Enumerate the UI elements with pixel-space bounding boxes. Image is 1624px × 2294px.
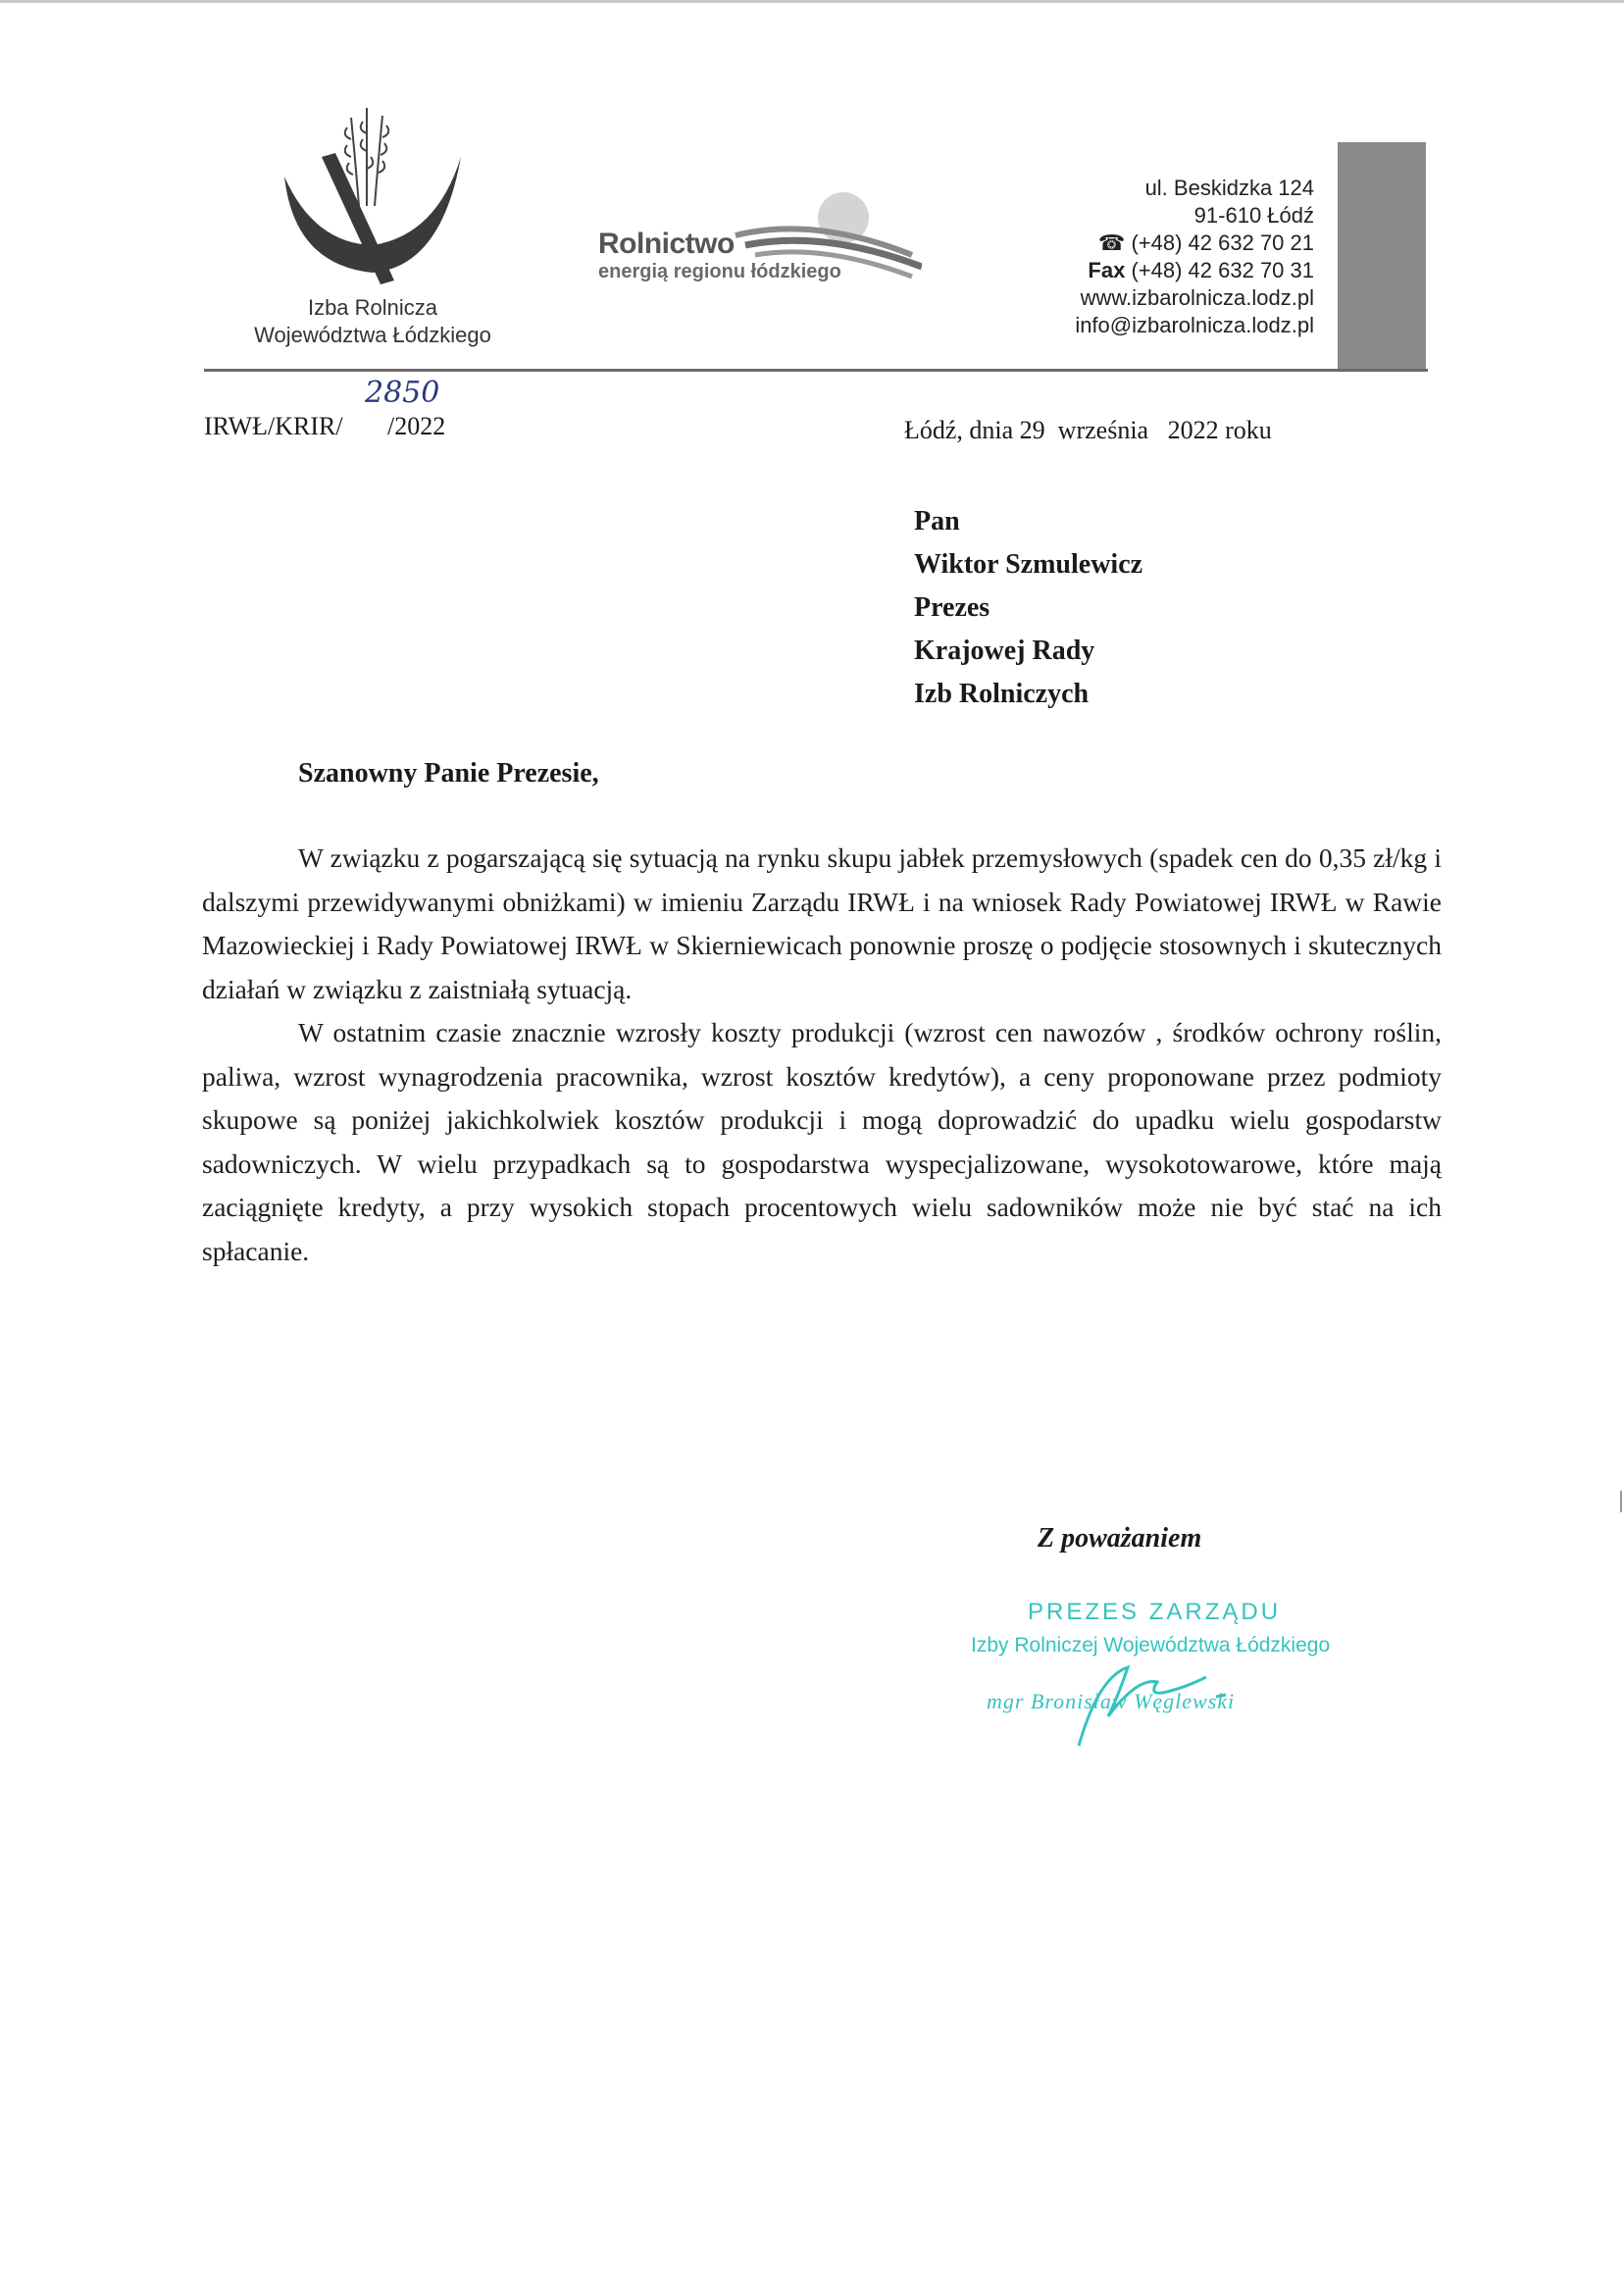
address-city: 91-610 Łódź — [1193, 203, 1314, 228]
fax-number: (+48) 42 632 70 31 — [1131, 258, 1314, 282]
addressee-line: Pan — [914, 506, 960, 536]
phone-number: (+48) 42 632 70 21 — [1131, 230, 1314, 255]
scan-top-edge — [0, 0, 1624, 3]
phone-icon: ☎ — [1097, 230, 1126, 255]
rolnictwo-title: Rolnictwo — [598, 228, 735, 260]
address-street: ul. Beskidzka 124 — [1144, 176, 1314, 200]
body-paragraph-2: W ostatnim czasie znacznie wzrosły koszty produkcji (wzrost cen nawozów , środków ochrony roślin, paliwa, wzrost wynagrodzenia pracownika, wzrost kosztów kredytów), a ceny proponowane przez podmioty skupowe są poniżej jakichkolwiek kosztów produkcji i mogą doprowadzić do upadku wielu gospodarstw sadowniczych. W wielu przypadkach są to gospodarstwa wyspecjalizowane, wysokotowarowe, które mają zaciągnięte kredyty, a przy wysokich stopach procentowych wielu sadowników może nie być stać na ich spłacanie. — [202, 1017, 1442, 1266]
signature — [1059, 1638, 1255, 1756]
body-paragraph-1: W związku z pogarszającą się sytuacją na rynku skupu jabłek przemysłowych (spadek cen do 0,35 zł/kg i dalszymi przewidywanymi obniżkami) w imieniu Zarządu IRWŁ i na wniosek Rady Powiatowej IRWŁ w Rawie Mazowieckiej i Rady Powiatowej IRWŁ w Skierniewicach ponownie proszę o podjęcie stosownych i skutecznych działań w związku z zaistniałą sytuacją. — [202, 842, 1442, 1004]
org-name-line2: Województwa Łódzkiego — [254, 323, 491, 347]
addressee-line: Krajowej Rady — [914, 636, 1095, 666]
header-rule — [204, 369, 1428, 372]
addressee-line: Wiktor Szmulewicz — [914, 549, 1143, 580]
stamp-title: PREZES ZARZĄDU — [1028, 1599, 1282, 1625]
date-line: Łódź, dnia 29 września 2022 roku — [904, 416, 1272, 444]
org-name-line1: Izba Rolnicza — [307, 295, 438, 320]
org-name — [226, 294, 520, 349]
email: info@izbarolnicza.lodz.pl — [1075, 313, 1314, 337]
rolnictwo-logo — [598, 186, 922, 294]
header-grey-block — [1338, 142, 1426, 370]
closing: Z poważaniem — [1038, 1523, 1202, 1554]
handwritten-reference-number: 2850 — [365, 376, 440, 410]
official-stamp — [961, 1599, 1353, 1756]
rolnictwo-subtitle: energią regionu łódzkiego — [598, 261, 841, 282]
phone-line — [941, 229, 1314, 257]
stamp-name: mgr Bronisław Węglewski — [987, 1689, 1236, 1713]
fax-label: Fax — [1088, 258, 1126, 282]
reference-number: IRWŁ/KRIR/ /2022 — [204, 412, 446, 440]
addressee-line: Prezes — [914, 592, 990, 623]
fax-line — [941, 257, 1314, 284]
addressee-line: Izb Rolniczych — [914, 679, 1090, 709]
contact-block — [941, 175, 1314, 339]
salutation: Szanowny Panie Prezesie, — [298, 758, 599, 789]
scan-edge-mark — [1620, 1491, 1622, 1512]
letter-body — [202, 837, 1442, 1273]
addressee-block — [914, 500, 1142, 716]
stamp-organization: Izby Rolniczej Województwa Łódzkiego — [971, 1634, 1331, 1657]
website: www.izbarolnicza.lodz.pl — [1080, 285, 1314, 310]
